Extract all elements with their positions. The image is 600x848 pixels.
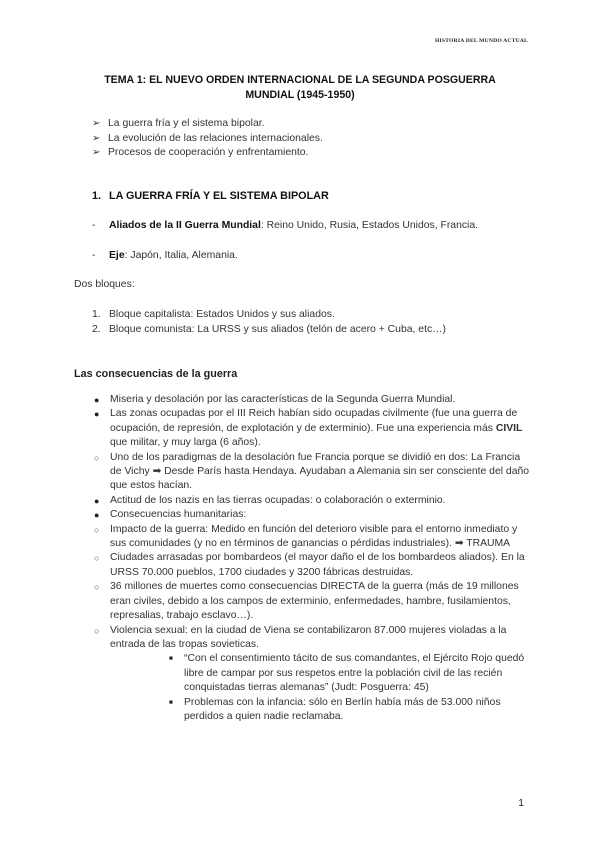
consecuencias-content: [92, 393, 532, 724]
arrow-bullet-icon: ➢: [92, 132, 101, 144]
section-heading: 1. LA GUERRA FRÍA Y EL SISTEMA BIPOLAR: [92, 190, 329, 202]
right-arrow-icon: ➡: [152, 466, 162, 478]
page-number: 1: [518, 798, 524, 809]
bullet-dot-icon: ●: [94, 495, 100, 506]
arrow-bullet-icon: ➢: [92, 118, 101, 129]
bullet-square-icon: ■: [169, 655, 173, 663]
sub-bullet-item: ○ Uno de los paradigmas de la desolación fue Francia porque se dividió en dos: La Francia de Vichy ➡ Desde París hasta Hendaya. Ayudaban a Alemania sin ser consciente del daño que estos hacían.: [94, 451, 530, 492]
list-item: 2. Bloque comunista: La URSS y sus aliados (telón de acero + Cuba, etc…): [92, 324, 447, 335]
bloques-list: [92, 307, 446, 337]
bullet-item: ● Actitud de los nazis en las tierras ocupadas: o colaboración o exterminio.: [92, 494, 532, 508]
bullet-item: ● Las zonas ocupadas por el III Reich habían sido ocupadas civilmente (fue una guerra de ocupación, de represión, de explotación y de exterminio). Fue una experiencia más CIVIL que militar, y muy larga (6 años).: [94, 408, 523, 449]
bullet-dot-icon: ●: [94, 510, 100, 521]
sub-bullet-item: ○ Impacto de la guerra: Medido en función del deterioro visible para el entorno inmediato y sus comunidades (y no en términos de ganancias o pérdidas industriales). ➡ TRAUMA: [94, 523, 518, 550]
subsection-heading: Las consecuencias de la guerra: [74, 368, 238, 380]
sub-bullet-item: ○ 36 millones de muertes como consecuencias DIRECTA de la guerra (más de 19 millones eran civiles, debido a los campos de exterminio, enfermedades, hambre, fusilamientos, represalias, trabajo esclavo…).: [94, 581, 519, 622]
sub-sub-bullet-item: ■ Problemas con la infancia: sólo en Berlín había más de 53.000 niños perdidos a quien nadie reclamaba.: [169, 696, 501, 722]
bullet-square-icon: ■: [169, 698, 173, 706]
running-header: HISTORIA DEL MUNDO ACTUAL: [434, 38, 528, 44]
arrow-bullet-icon: ➢: [92, 147, 101, 158]
bloques-intro: Dos bloques:: [74, 279, 135, 290]
bullet-dot-icon: ●: [94, 395, 100, 405]
eje-item: - Eje: Japón, Italia, Alemania.: [92, 250, 238, 261]
right-arrow-icon: ➡: [454, 538, 464, 550]
topic-item: ➢ La guerra fría y el sistema bipolar.: [92, 117, 323, 132]
topics-list: [92, 117, 323, 161]
title-line-1: TEMA 1: EL NUEVO ORDEN INTERNACIONAL DE LA SEGUNDA POSGUERRA: [104, 74, 496, 86]
aliados-item: - Aliados de la II Guerra Mundial: Reino Unido, Rusia, Estados Unidos, Francia.: [92, 220, 479, 231]
sub-bullet-item: ○ Ciudades arrasadas por bombardeos (el mayor daño el de los bombardeos aliados). En la URSS 70.000 pueblos, 1700 ciudades y 3200 fábricas destruidas.: [94, 552, 525, 578]
bullet-item: ● Consecuencias humanitarias:: [92, 508, 532, 522]
bullet-circle-icon: ○: [94, 452, 100, 463]
bullet-circle-icon: ○: [94, 553, 100, 564]
bullet-item: ● Miseria y desolación por las características de la Segunda Guerra Mundial.: [92, 393, 532, 407]
topic-item: ➢ Procesos de cooperación y enfrentamiento.: [92, 146, 323, 161]
bullet-circle-icon: ○: [94, 524, 100, 535]
title-line-2: MUNDIAL (1945-1950): [245, 89, 355, 101]
sub-bullet-item: ○ Violencia sexual: en la ciudad de Viena se contabilizaron 87.000 mujeres violadas a la entrada de las tropas sovieticas.: [94, 624, 507, 650]
list-item: 1. Bloque capitalista: Estados Unidos y sus aliados.: [92, 309, 335, 320]
bullet-dot-icon: ●: [94, 409, 100, 420]
bullet-circle-icon: ○: [94, 625, 100, 636]
topic-item: ➢ La evolución de las relaciones internacionales.: [92, 132, 323, 147]
sub-sub-bullet-item: ■ “Con el consentimiento tácito de sus comandantes, el Ejército Rojo quedó libre de campar por sus respetos entre la población civil de las recién conquistadas tierras alemanas” (Judt: Posguerra: 45): [169, 653, 525, 694]
document-title: [80, 73, 520, 103]
bullet-circle-icon: ○: [94, 582, 100, 593]
